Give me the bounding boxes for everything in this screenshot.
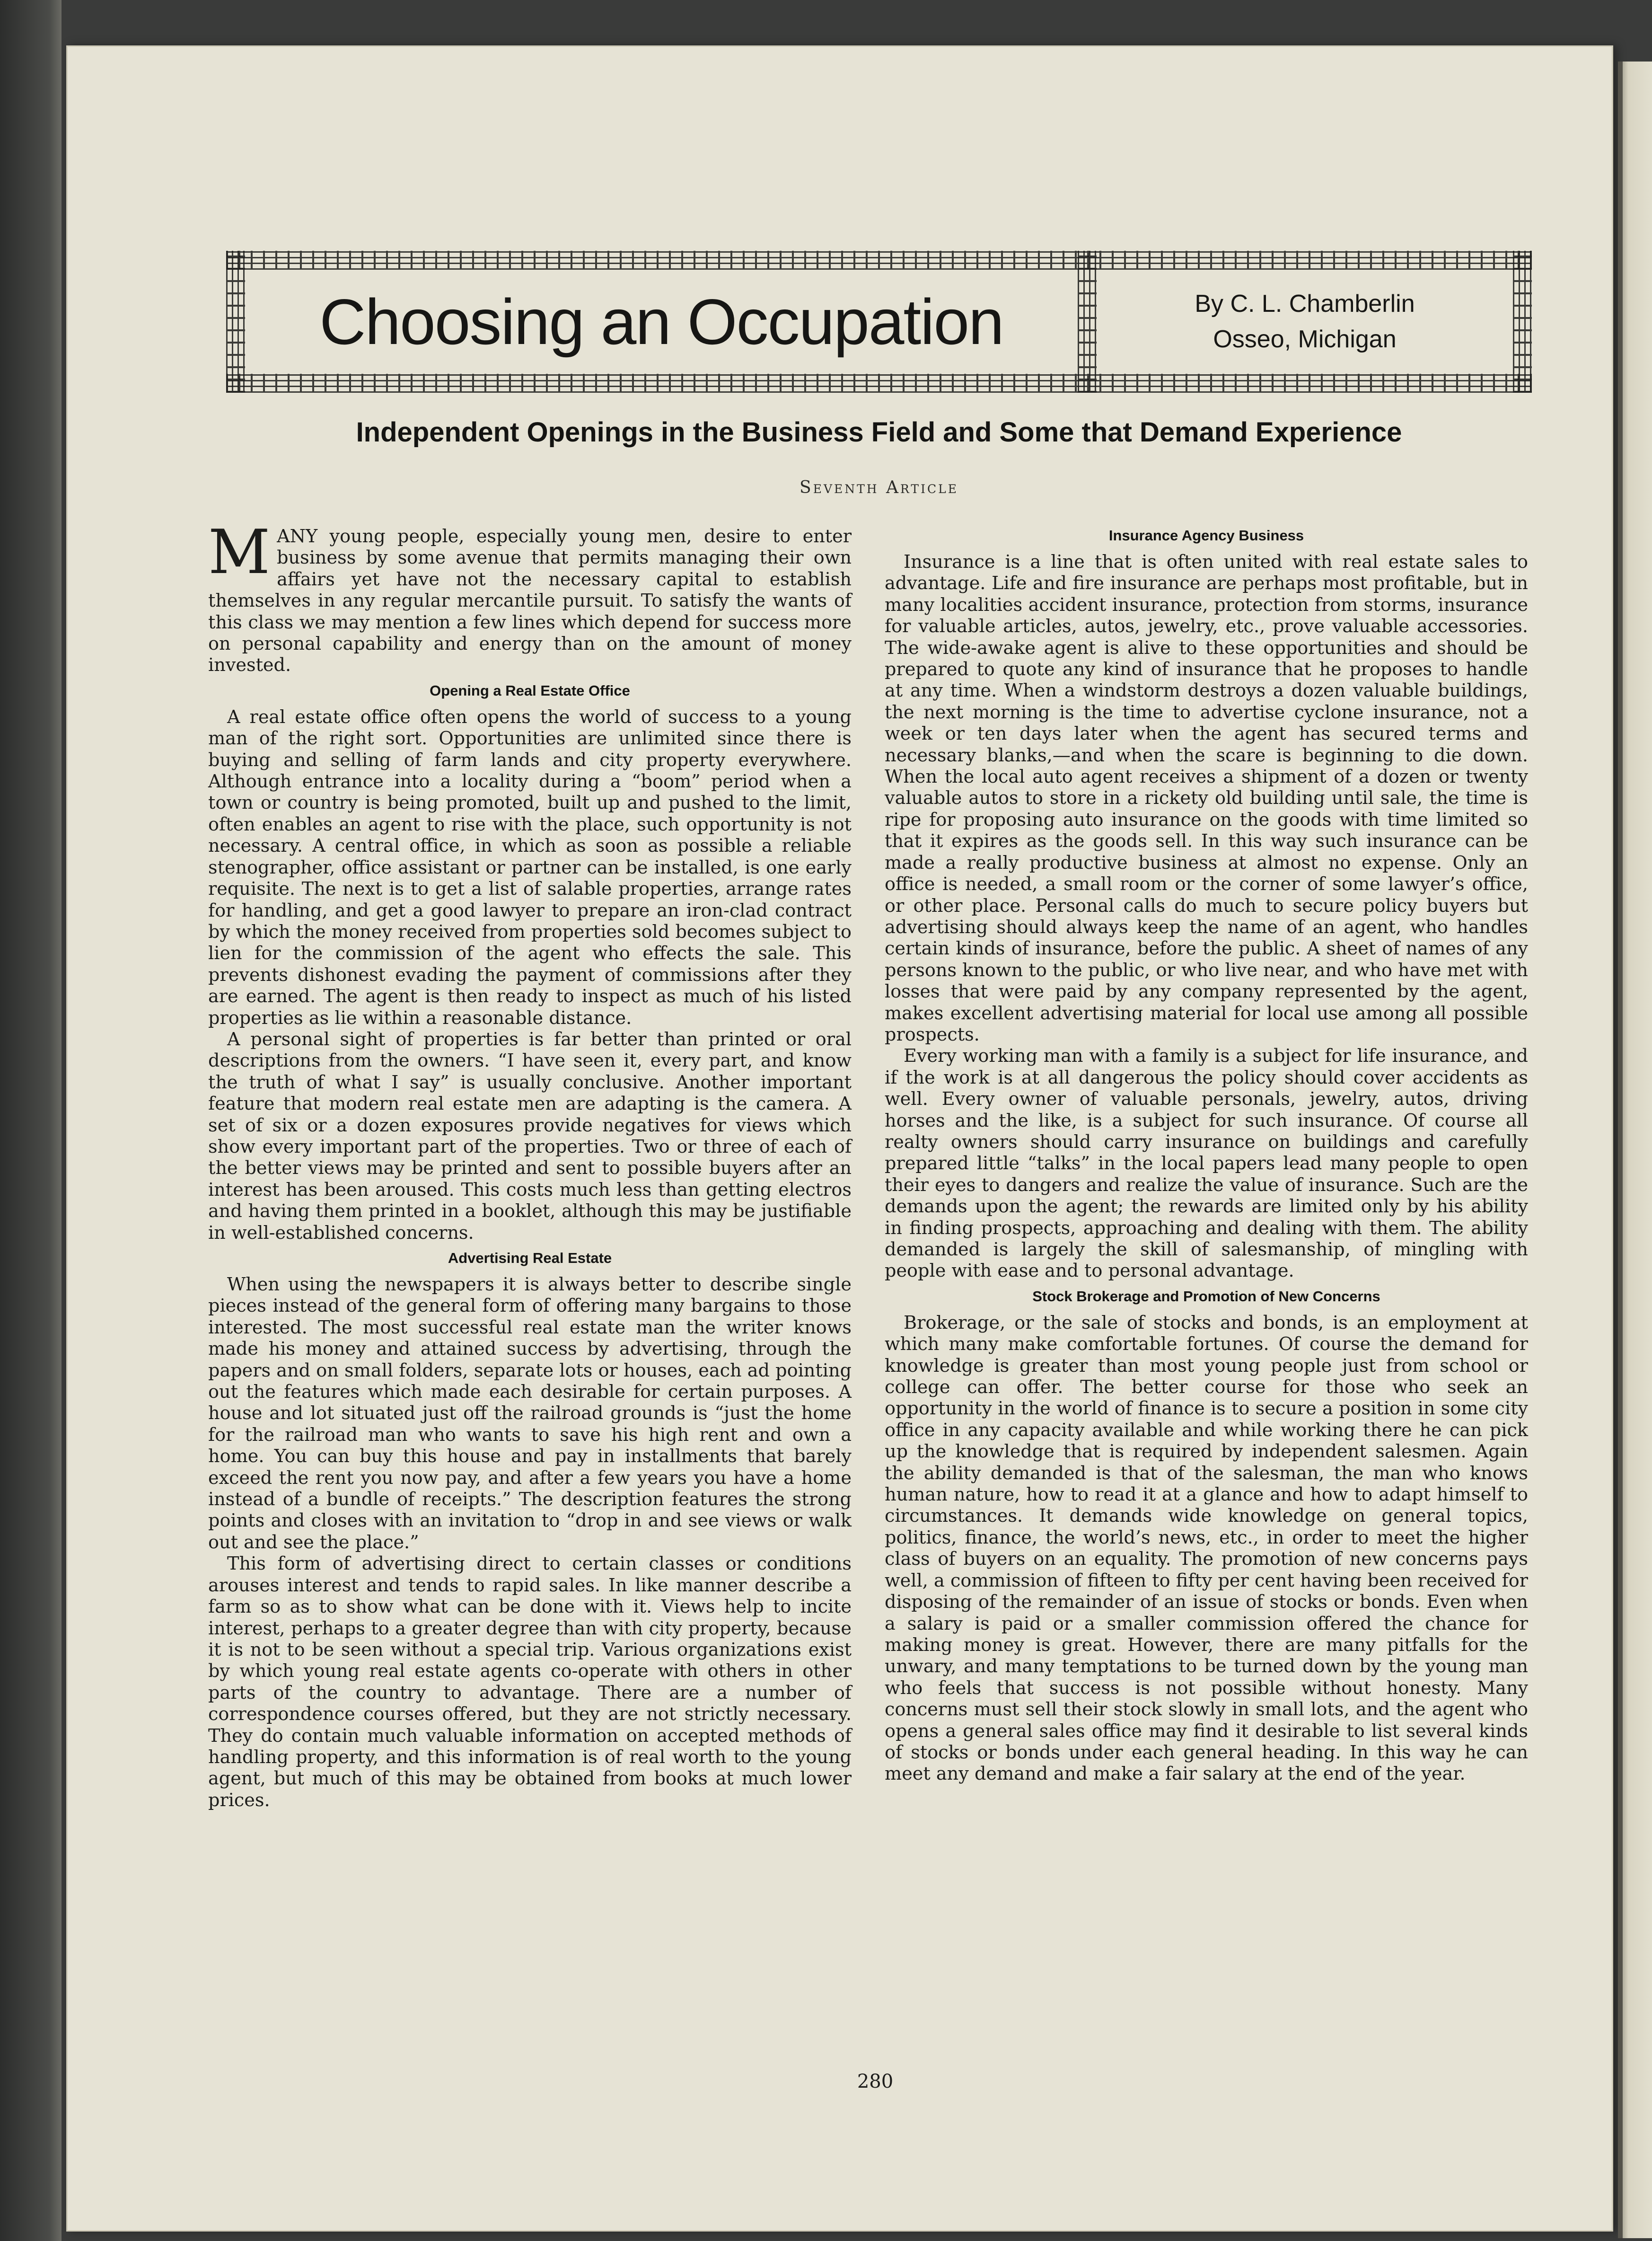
paragraph: This form of advertising direct to certain classes or conditions arouses interest and tends to rapid sales. In like manner describe a farm so as to show what can be done with it. Views help to incite interest, perhaps to a greater degree than with city property, because it is not to be seen without a special trip. Various organizations exist by which young real estate agents co-operate with others in other parts of the country to advantage. There are a number of correspondence courses offered, but they are not strictly necessary. They do contain much valuable information on accepted methods of handling property, and this information is of real worth to the young agent, but much of this may be obtained from books at much lower prices.	[208, 1553, 852, 1811]
section-heading-advertising: Advertising Real Estate	[448, 1250, 612, 1266]
paragraph: Brokerage, or the sale of stocks and bonds, is an employment at which many make comfortable fortunes. Of course the demand for knowledge is greater than most young people just from school or college can offer. The better course for those who seek an opportunity in the world of finance is to secure a position in some city office in any capacity available and while working there he can pick up the knowledge that is required by independent salesmen. Again the ability demanded is that of the salesman, the man who knows human nature, how to read it at a glance and how to adapt himself to circumstances. It demands wide knowledge on general topics, politics, finance, the world’s news, etc., in order to meet the higher class of buyers on an equality. The promotion of new concerns pays well, a commission of fifteen to fifty per cent having been received for disposing of the remainder of an issue of stocks or bonds. Even when a salary is paid or a smaller commission offered the chance for making money is great. However, there are many pitfalls for the unwary, and many temptations to be turned down by the young man who feels that success is not possible without honesty. Many concerns must sell their stock slowly in small lots, and the agent who opens a general sales office may find it desirable to list several kinds of stocks or bonds under each general heading. In this way he can meet any demand and make a fair salary at the end of the year.	[885, 1312, 1528, 1785]
paragraph: A personal sight of properties is far better than printed or oral descriptions from the owners. “I have seen it, every part, and know the truth of what I say” is usually conclusive. Another important feature that modern real estate men are adapting is the camera. A set of six or a dozen exposures provide negatives for views which show every important part of the properties. Two or three of each of the better views may be printed and sent to possible buyers after an interest has been aroused. This costs much less than getting electros and having them printed in a booklet, although this may be justifiable in well-established concerns.	[208, 1029, 852, 1244]
intro-paragraph	[208, 517, 852, 677]
ornamental-border-left	[226, 251, 245, 393]
paragraph: Insurance is a line that is often united with real estate sales to advantage. Life and fire insurance are perhaps most profitable, but in many localities accident insurance, protection from storms, insurance for valuable articles, autos, jewelry, etc., prove valuable accessories. The wide-awake agent is alive to these opportunities and should be prepared to quote any kind of insurance that he proposes to handle at any time. When a windstorm destroys a dozen valuable buildings, the next morning is the time to advertise cyclone insurance, not a week or ten days later when the agent has secured terms and necessary blanks,—and when the scare is beginning to die down. When the local auto agent receives a shipment of a dozen or twenty valuable autos to store in a rickety old building until sale, the time is ripe for proposing auto insurance on the goods with time limited so that it expires as the goods sell. In this way such insurance can be made a really productive business at almost no expense. Only an office is needed, a small room or the corner of some lawyer’s office, or other place. Personal calls do much to secure policy buyers but advertising should always keep the name of an agent, who handles certain kinds of insurance, before the public. A sheet of names of any persons known to the public, or who live near, and who have met with losses that were paid by any company represented by the agent, makes excellent advertising material for local use among all possible prospects.	[885, 552, 1528, 1045]
ornamental-border-right	[1513, 251, 1532, 393]
byline	[1097, 270, 1513, 374]
article-number	[226, 478, 1532, 497]
author-line: By C. L. Chamberlin	[1195, 290, 1415, 318]
section-heading-brokerage: Stock Brokerage and Promotion of New Concerns	[1032, 1288, 1380, 1305]
book-edge-left	[0, 0, 62, 2241]
paragraph: Every working man with a family is a subject for life insurance, and if the work is at all dangerous the policy should cover accidents as well. Every owner of valuable personals, jewelry, autos, driving horses and the like, is a subject for such insurance. Of course all realty owners should carry insurance on buildings and carefully prepared little “talks” in the local papers lead many people to open their eyes to dangers and realize the value of insurance. Such are the demands upon the agent; the rewards are limited only by his ability in finding prospects, approaching and dealing with them. The ability demanded is largely the skill of salesmanship, of mingling with people with ease and to personal advantage.	[885, 1046, 1528, 1282]
location-line: Osseo, Michigan	[1213, 326, 1397, 353]
ornamental-border-bottom	[226, 374, 1532, 393]
next-page-edge	[1618, 62, 1652, 2238]
section-heading-insurance: Insurance Agency Business	[1108, 527, 1304, 544]
intro-text: ANY young people, especially young men, desire to enter business by some avenue that permits managing their own affairs yet have not the necessary capital to establish themselves in any regular mercantile pursuit. To satisfy the wants of this class we may mention a few lines which depend for success more on personal capability and energy than on the amount of money invested.	[208, 526, 852, 676]
ornamental-border-divider	[1078, 251, 1097, 393]
page-number: 280	[857, 2071, 894, 2092]
article-title: Choosing an Occupation	[319, 286, 1003, 358]
paragraph: A real estate office often opens the world of success to a young man of the right sort. Opportunities are unlimited since there is buying and selling of farm lands and city property everywhere. Although entrance into a locality during a “boom” period when a town or country is being promoted, built up and pushed to the limit, often enables an agent to rise with the place, such opportunity is not necessary. A central office, in which as soon as possible a reliable stenographer, office assistant or partner can be installed, is one early requisite. The next is to get a list of salable properties, arrange rates for handling, and get a good lawyer to prepare an iron-clad contract by which the money received from properties sold becomes subject to lien for the commission of the agent who effects the sale. This prevents dishonest evading the payment of commissions after they are earned. The agent is then ready to inspect as much of his listed properties as lie within a reasonable distance.	[208, 706, 852, 1029]
ornamental-border-top	[226, 251, 1532, 270]
title-banner	[226, 251, 1532, 393]
paragraph: When using the newspapers it is always better to describe single pieces instead of the general form of offering many bargains to those interested. The most successful real estate man the writer knows made his money and attained success by advertising, through the papers and on small folders, separate lots or houses, each ad pointing out the features which made each desirable for certain purposes. A house and lot situated just off the railroad grounds is “just the home for the railroad man who wants to save his high rent and own a home. You can buy this house and pay in installments that barely exceed the rent you now pay, and after a few years you have a home instead of a bundle of receipts.” The description features the strong points and closes with an invitation to “drop in and see views or walk out and see the place.”	[208, 1274, 852, 1553]
left-column	[208, 517, 852, 1811]
section-heading-real-estate-office: Opening a Real Estate Office	[430, 682, 630, 699]
article-subtitle: Independent Openings in the Business Field and Some that Demand Experience	[356, 417, 1402, 448]
article-number-text: Seventh Article	[800, 478, 958, 497]
right-column	[885, 526, 1528, 1785]
drop-cap: M	[208, 517, 271, 588]
